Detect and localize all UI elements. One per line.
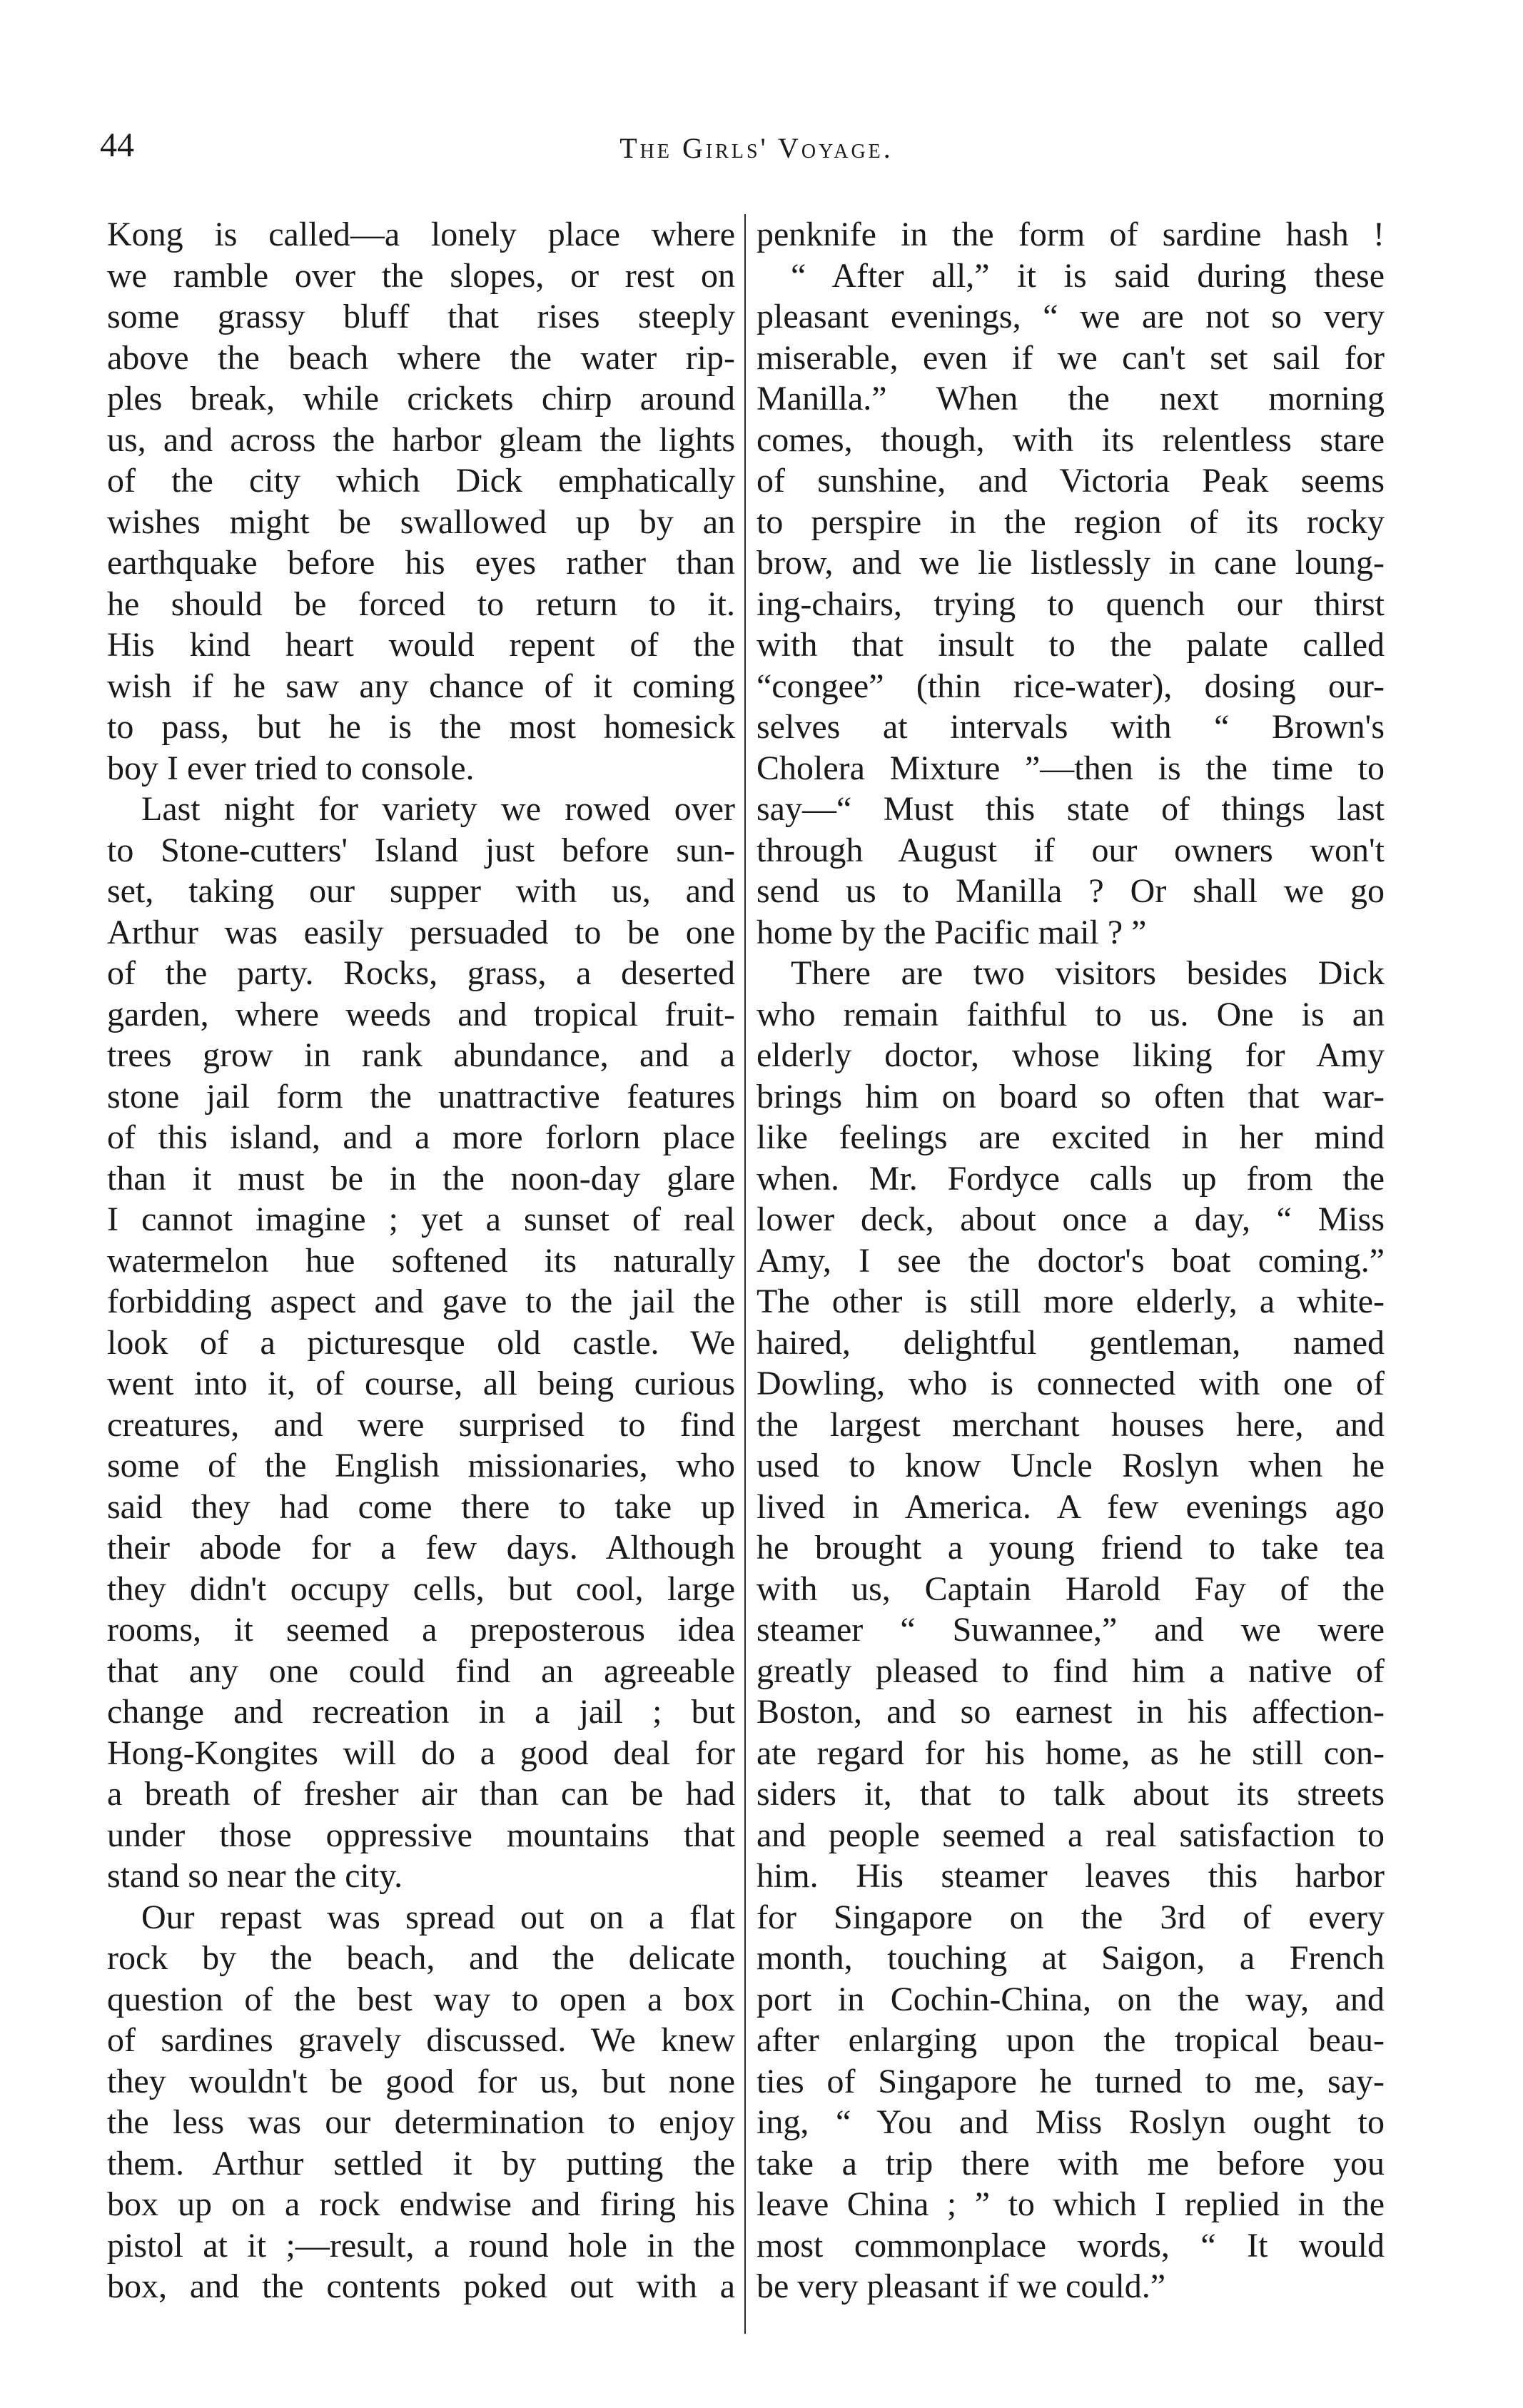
running-title: The Girls' Voyage.: [619, 132, 894, 164]
text-line: rooms, it seemed a preposterous idea: [107, 1611, 735, 1649]
text-line: of the party. Rocks, grass, a deserted: [107, 954, 735, 992]
text-line: him. His steamer leaves this harbor: [757, 1857, 1385, 1895]
text-line: I cannot imagine ; yet a sunset of real: [107, 1200, 735, 1238]
text-line: for Singapore on the 3rd of every: [757, 1898, 1385, 1936]
text-line: leave China ; ” to which I replied in the: [757, 2185, 1385, 2223]
text-line: boy I ever tried to console.: [107, 749, 475, 787]
text-line: above the beach where the water rip-: [107, 338, 735, 377]
text-line: haired, delightful gentleman, named: [757, 1323, 1385, 1362]
text-line: question of the best way to open a box: [107, 1980, 735, 2018]
text-line: said they had come there to take up: [107, 1487, 735, 1526]
text-line: to perspire in the region of its rocky: [757, 502, 1385, 541]
text-line: wishes might be swallowed up by an: [107, 502, 735, 541]
text-line: to Stone-cutters' Island just before sun-: [107, 831, 735, 869]
text-line: greatly pleased to find him a native of: [757, 1651, 1385, 1690]
text-line: selves at intervals with “ Brown's: [757, 708, 1385, 746]
text-line: some of the English missionaries, who: [107, 1447, 735, 1484]
text-line: of sunshine, and Victoria Peak seems: [757, 462, 1385, 500]
text-line: penknife in the form of sardine hash !: [757, 216, 1385, 253]
text-line: watermelon hue softened its naturally: [107, 1241, 735, 1280]
text-line: of the city which Dick emphatically: [107, 462, 735, 500]
text-line: their abode for a few days. Although: [107, 1529, 735, 1567]
text-line: The other is still more elderly, a white-: [757, 1283, 1385, 1320]
text-line: ties of Singapore he turned to me, say-: [757, 2062, 1385, 2100]
text-line: take a trip there with me before you: [757, 2144, 1385, 2182]
text-line: “ After all,” it is said during these: [791, 256, 1385, 295]
text-line: the largest merchant houses here, and: [757, 1405, 1385, 1444]
text-line: Manilla.” When the next morning: [757, 380, 1385, 418]
text-line: There are two visitors besides Dick: [791, 954, 1385, 992]
text-line: and people seemed a real satisfaction to: [757, 1816, 1385, 1854]
text-line: stand so near the city.: [107, 1857, 403, 1895]
text-line: them. Arthur settled it by putting the: [107, 2144, 735, 2182]
text-line: Last night for variety we rowed over: [141, 790, 735, 828]
text-line: stone jail form the unattractive features: [107, 1077, 735, 1116]
text-line: he should be forced to return to it.: [107, 585, 735, 623]
text-line: Hong-Kongites will do a good deal for: [107, 1734, 735, 1772]
text-line: ate regard for his home, as he still con-: [757, 1734, 1385, 1772]
text-line: lived in America. A few evenings ago: [757, 1487, 1385, 1526]
text-line: His kind heart would repent of the: [107, 626, 735, 664]
text-line: “congee” (thin rice-water), dosing our-: [757, 667, 1385, 705]
text-line: used to know Uncle Roslyn when he: [757, 1447, 1385, 1484]
text-line: send us to Manilla ? Or shall we go: [757, 872, 1385, 910]
text-line: rock by the beach, and the delicate: [107, 1939, 735, 1977]
text-line: earthquake before his eyes rather than: [107, 544, 735, 582]
text-line: most commonplace words, “ It would: [757, 2226, 1385, 2265]
text-line: change and recreation in a jail ; but: [107, 1693, 735, 1731]
text-line: pistol at it ;—result, a round hole in the: [107, 2226, 735, 2265]
text-line: with that insult to the palate called: [757, 626, 1385, 664]
text-line: some grassy bluff that rises steeply: [107, 298, 735, 335]
text-line: Arthur was easily persuaded to be one: [107, 913, 735, 951]
text-line: Cholera Mixture ”—then is the time to: [757, 749, 1385, 787]
text-line: when. Mr. Fordyce calls up from the: [757, 1159, 1385, 1198]
text-line: elderly doctor, whose liking for Amy: [757, 1036, 1385, 1074]
text-line: garden, where weeds and tropical fruit-: [107, 995, 735, 1033]
text-line: of sardines gravely discussed. We knew: [107, 2021, 735, 2059]
text-line: a breath of fresher air than can be had: [107, 1775, 735, 1813]
text-line: home by the Pacific mail ? ”: [757, 913, 1147, 951]
text-line: to pass, but he is the most homesick: [107, 708, 735, 746]
text-line: port in Cochin-China, on the way, and: [757, 1980, 1385, 2018]
text-line: who remain faithful to us. One is an: [757, 995, 1385, 1033]
text-line: steamer “ Suwannee,” and we were: [757, 1611, 1385, 1649]
text-line: creatures, and were surprised to find: [107, 1405, 735, 1444]
text-line: we ramble over the slopes, or rest on: [107, 256, 735, 295]
right-column: [757, 214, 1385, 2307]
text-line: went into it, of course, all being curious: [107, 1365, 735, 1402]
text-line: brings him on board so often that war-: [757, 1077, 1385, 1116]
text-line: through August if our owners won't: [757, 831, 1385, 869]
left-column: [107, 214, 735, 2307]
text-line: box up on a rock endwise and firing his: [107, 2185, 735, 2223]
text-line: box, and the contents poked out with a: [107, 2267, 735, 2305]
text-line: look of a picturesque old castle. We: [107, 1323, 735, 1362]
text-line: like feelings are excited in her mind: [757, 1118, 1385, 1156]
text-line: us, and across the harbor gleam the lights: [107, 420, 735, 459]
text-line: of this island, and a more forlorn place: [107, 1118, 735, 1156]
text-line: Kong is called—a lonely place where: [107, 216, 735, 253]
text-line: Dowling, who is connected with one of: [757, 1365, 1385, 1402]
text-line: comes, though, with its relentless stare: [757, 420, 1385, 459]
text-line: he brought a young friend to take tea: [757, 1529, 1385, 1567]
text-line: Boston, and so earnest in his affection-: [757, 1693, 1385, 1731]
column-divider: [744, 214, 746, 2334]
text-line: the less was our determination to enjoy: [107, 2103, 735, 2141]
text-line: forbidding aspect and gave to the jail the: [107, 1283, 735, 1320]
text-line: that any one could find an agreeable: [107, 1651, 735, 1690]
text-line: month, touching at Saigon, a French: [757, 1939, 1385, 1977]
text-line: ing, “ You and Miss Roslyn ought to: [757, 2103, 1385, 2141]
text-line: pleasant evenings, “ we are not so very: [757, 298, 1385, 335]
text-line: ples break, while crickets chirp around: [107, 380, 735, 418]
text-line: brow, and we lie listlessly in cane loung-: [757, 544, 1385, 582]
text-line: than it must be in the noon-day glare: [107, 1159, 735, 1198]
text-line: with us, Captain Harold Fay of the: [757, 1569, 1385, 1608]
text-line: trees grow in rank abundance, and a: [107, 1036, 735, 1074]
text-line: wish if he saw any chance of it coming: [107, 667, 735, 705]
text-line: siders it, that to talk about its streets: [757, 1775, 1385, 1813]
text-line: set, taking our supper with us, and: [107, 872, 735, 910]
text-line: be very pleasant if we could.”: [757, 2267, 1166, 2305]
page-number: 44: [100, 126, 134, 164]
text-line: say—“ Must this state of things last: [757, 790, 1385, 828]
text-line: lower deck, about once a day, “ Miss: [757, 1200, 1385, 1238]
text-line: they didn't occupy cells, but cool, large: [107, 1569, 735, 1608]
text-line: after enlarging upon the tropical beau-: [757, 2021, 1385, 2059]
text-line: under those oppressive mountains that: [107, 1816, 735, 1854]
text-line: ing-chairs, trying to quench our thirst: [757, 585, 1385, 623]
text-line: Amy, I see the doctor's boat coming.”: [757, 1241, 1385, 1280]
text-line: they wouldn't be good for us, but none: [107, 2062, 735, 2100]
text-line: miserable, even if we can't set sail for: [757, 338, 1385, 377]
text-line: Our repast was spread out on a flat: [141, 1898, 735, 1936]
